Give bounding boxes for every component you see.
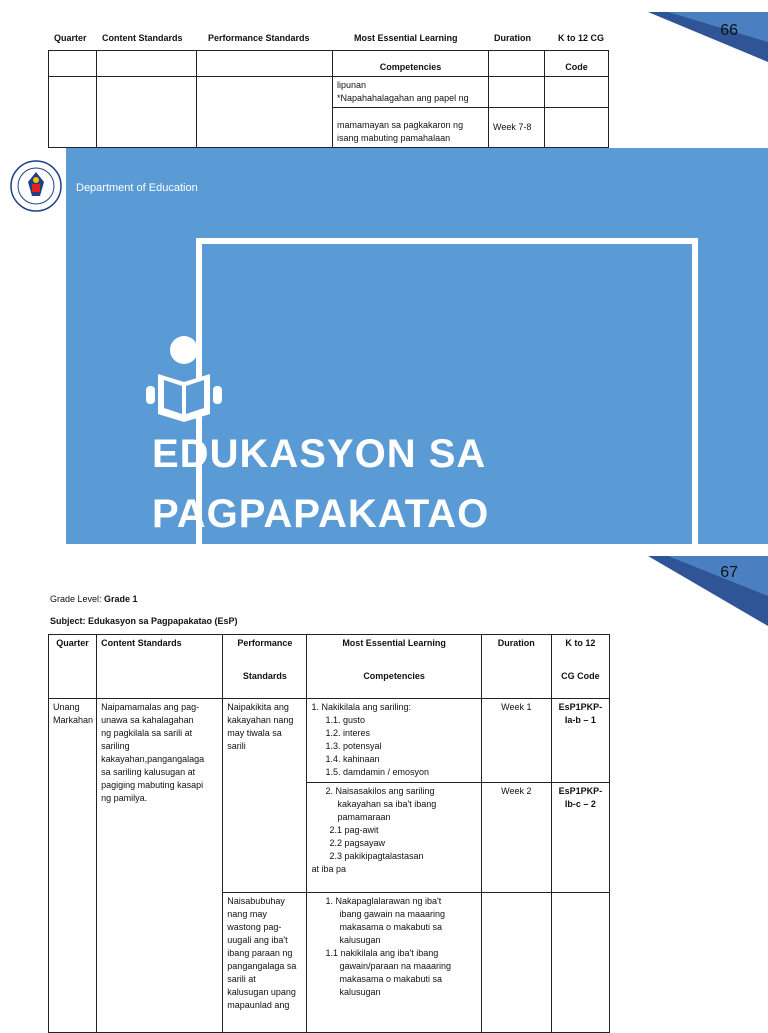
competency-cell: 1. Nakikilala ang sariling: 1.1. gusto 1.2. interes 1.3. potensyal 1.4. kahinaan 1.5. damdamin / emosyon (307, 699, 481, 783)
col-quarter: Quarter (49, 635, 97, 699)
grade-level: Grade Level: Grade 1 (50, 594, 138, 604)
col-performance: Performance Standards (208, 33, 310, 43)
page-66 (0, 0, 768, 148)
col-content: Content Standards (97, 635, 223, 699)
competency-cell: mamamayan sa pagkakaron ng isang mabuting pamahalaan (333, 108, 489, 148)
corner-decoration (648, 556, 768, 626)
reading-person-icon (144, 334, 224, 424)
subheader-code: Code (545, 51, 609, 77)
subject-label: Subject: Edukasyon sa Pagpapakatao (EsP) (50, 616, 238, 626)
competency-cell: lipunan *Napahahalagahan ang papel ng (333, 77, 489, 108)
duration-cell: Week 7-8 (489, 108, 545, 148)
col-melc: Most Essential Learning Competencies (307, 635, 481, 699)
competency-cell: 2. Naisasakilos ang sariling kakayahan sa iba't ibang pamamaraan 2.1 pag-awit 2.2 pagsayaw 2.3 pakikipagtalastasan at iba pa (307, 783, 481, 893)
cg-code-cell: EsP1PKP- Ib-c – 2 (551, 783, 609, 893)
cover-stripe (64, 148, 66, 544)
cg-code-cell: EsP1PKP- Ia-b – 1 (551, 699, 609, 783)
corner-decoration (648, 12, 768, 62)
cover-title-line2: PAGPAPAKATAO (152, 492, 490, 536)
col-quarter: Quarter (54, 33, 87, 43)
quarter-cell: Unang Markahan (49, 699, 97, 1033)
cover-title-line1: EDUKASYON SA (152, 432, 487, 476)
page-67 (0, 546, 768, 1024)
col-melc: Most Essential Learning (354, 33, 458, 43)
page66-table (48, 50, 609, 148)
department-label: Department of Education (76, 182, 198, 194)
col-cg: K to 12 CG (558, 33, 605, 43)
page67-table (48, 634, 610, 1033)
deped-seal-icon (10, 160, 62, 212)
page-number: 66 (720, 22, 738, 39)
duration-cell: Week 2 (481, 783, 551, 893)
col-duration: Duration (481, 635, 551, 699)
duration-cell: Week 1 (481, 699, 551, 783)
subheader-competencies: Competencies (333, 51, 489, 77)
col-performance: Performance Standards (223, 635, 307, 699)
cover-banner (66, 148, 768, 544)
performance-standard-cell: Naipakikita ang kakayahan nang may tiwala sa sarili (223, 699, 307, 893)
competency-cell: 1. Nakapaglalarawan ng iba't ibang gawain na maaaring makasama o makabuti sa kalusugan 1.1 nakikilala ang iba't ibang gawain/paraan na maaaring makasama o makabuti sa kalusugan (307, 893, 481, 1033)
col-cg: K to 12 CG Code (551, 635, 609, 699)
col-content: Content Standards (102, 33, 183, 43)
col-duration: Duration (494, 33, 531, 43)
performance-standard-cell: Naisabubuhay nang may wastong pag- uugali ang iba't ibang paraan ng pangangalaga sa sarili at kalusugan upang mapaunlad ang (223, 893, 307, 1033)
page-number: 67 (720, 564, 738, 581)
table-header-row (48, 33, 608, 47)
content-standard-cell: Naipamamalas ang pag- unawa sa kahalagahan ng pagkilala sa sarili at sariling kakayahan,pangangalaga sa sariling kalusugan at pagiging mabuting kasapi ng pamilya. (97, 699, 223, 1033)
